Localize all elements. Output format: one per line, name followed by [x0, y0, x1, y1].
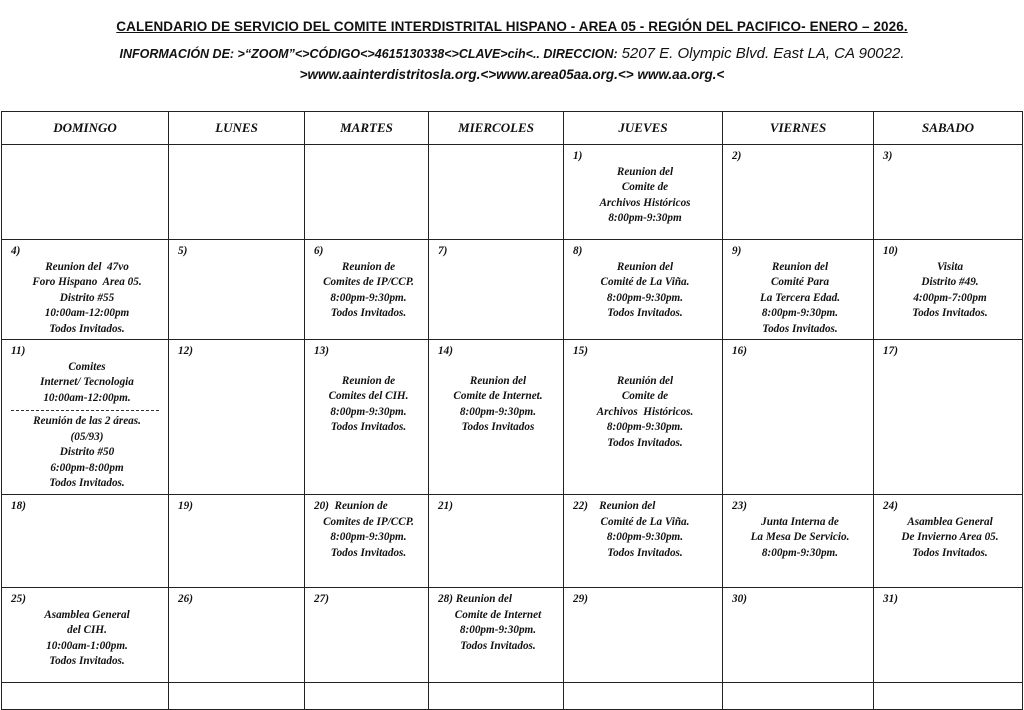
day-number: 16): [732, 345, 747, 357]
event-line: Comite de: [621, 181, 669, 193]
day-number: 27): [314, 593, 329, 605]
event-line: 4:00pm-7:00pm: [913, 291, 987, 304]
event-line: Comité de La Viña.: [600, 276, 690, 288]
event-line: Distrito #50: [59, 446, 115, 458]
day-cell-14: [429, 340, 564, 495]
event-line: 8:00pm-9:30pm.: [330, 531, 407, 543]
event-line: 8:00pm-9:30pm.: [606, 531, 684, 543]
day-cell-4: [2, 240, 169, 340]
event-line: Distrito #55: [59, 291, 115, 304]
event-line: (05/93): [70, 430, 104, 443]
day-number: 29): [573, 593, 588, 605]
day-number: 13): [314, 345, 329, 357]
week-row: [2, 683, 1023, 710]
event-line: Todos Invitados.: [607, 436, 683, 449]
event-line: Comite de: [621, 390, 669, 402]
empty-cell: [2, 145, 169, 240]
empty-cell: [429, 683, 564, 710]
day-cell-15: [564, 340, 723, 495]
address: 5207 E. Olympic Blvd. East LA, CA 90022.: [621, 45, 905, 62]
event-line: Todos Invitados.: [762, 322, 838, 335]
day-cell-7: [429, 240, 564, 340]
day-cell-27: [305, 588, 429, 683]
day-cell-31: [874, 588, 1023, 683]
event-line: 8:00pm-9:30pm.: [761, 546, 839, 559]
day-number: 19): [178, 500, 193, 512]
day-number: 20) Reunion de: [314, 500, 388, 512]
day-number: 9): [732, 245, 742, 257]
empty-cell: [874, 683, 1023, 710]
day-number: 10): [883, 245, 898, 257]
event-line: Reunion del: [469, 374, 527, 387]
meeting-info: [0, 45, 1024, 62]
empty-cell: [305, 145, 429, 240]
event-line: Todos Invitados.: [49, 477, 125, 489]
event-line: Todos Invitados.: [330, 307, 407, 319]
week-row: [2, 145, 1023, 240]
event-line: 8:00pm-9:30pm.: [330, 291, 407, 304]
day-number: 25): [11, 593, 26, 605]
week-row: [2, 240, 1023, 340]
event-line: Todos Invitados.: [912, 307, 988, 319]
event-line: Comites: [68, 360, 106, 373]
day-number: 14): [438, 345, 453, 357]
day-cell-12: [169, 340, 305, 495]
event-line: Comite de Internet.: [453, 390, 543, 402]
day-number: 5): [178, 245, 188, 257]
day-number: 24): [883, 500, 898, 512]
day-cell-22: [564, 495, 723, 588]
day-cell-30: [723, 588, 874, 683]
empty-cell: [723, 683, 874, 710]
weekday-header-row: [2, 112, 1023, 145]
day-cell-5: [169, 240, 305, 340]
day-cell-13: [305, 340, 429, 495]
day-cell-1: [564, 145, 723, 240]
day-cell-2: [723, 145, 874, 240]
day-number: 8): [573, 245, 583, 257]
event-line: 10:00am-12:00pm: [44, 307, 130, 319]
day-cell-23: [723, 495, 874, 588]
empty-cell: [169, 145, 305, 240]
day-number: 6): [314, 245, 324, 257]
event-line: Reunion del: [616, 260, 674, 273]
event-line: 8:00pm-9:30pm.: [459, 405, 537, 418]
empty-cell: [169, 683, 305, 710]
event-line: Asamblea General: [907, 515, 993, 528]
day-cell-19: [169, 495, 305, 588]
event-line: 8:00pm-9:30pm.: [459, 624, 537, 636]
day-number: 26): [178, 593, 193, 605]
event-line: Todos Invitados.: [330, 546, 407, 559]
weekday-header: DOMINGO: [2, 112, 169, 145]
day-number: 30): [732, 593, 747, 605]
day-cell-29: [564, 588, 723, 683]
day-number: 23): [732, 500, 747, 512]
event-line: Reunion del: [616, 165, 674, 178]
zoom-info: INFORMACIÓN DE: >“ZOOM”<>CÓDIGO<>4615130338<>CLAVE>cih<.. DIRECCION:: [119, 47, 618, 61]
event-line: 8:00pm-9:30pm.: [606, 291, 684, 304]
weekday-header: VIERNES: [723, 112, 874, 145]
event-line: 6:00pm-8:00pm: [50, 461, 124, 474]
event-line: Reunion de: [341, 374, 396, 387]
day-cell-25: [2, 588, 169, 683]
dashed-separator: [11, 410, 159, 411]
event-line: 8:00pm-9:30pm: [608, 212, 682, 224]
empty-cell: [564, 683, 723, 710]
day-cell-9: [723, 240, 874, 340]
event-line: Comites de IP/CCP.: [323, 276, 414, 288]
day-number: 11): [11, 345, 26, 357]
empty-cell: [429, 145, 564, 240]
event-line: Distrito #49.: [921, 276, 979, 288]
event-line: Comites de IP/CCP.: [323, 515, 414, 528]
day-cell-17: [874, 340, 1023, 495]
event-line: del CIH.: [67, 624, 107, 636]
event-line: Todos Invitados.: [330, 421, 407, 433]
calendar-title: CALENDARIO DE SERVICIO DEL COMITE INTERDISTRITAL HISPANO - AREA 05 - REGIÓN DEL PACIFICO- ENERO – 2026.: [116, 19, 908, 34]
day-cell-21: [429, 495, 564, 588]
weekday-header: MARTES: [305, 112, 429, 145]
week-row: [2, 588, 1023, 683]
event-line: Comité Para: [770, 276, 830, 288]
weekday-header: SABADO: [874, 112, 1023, 145]
event-line: Archivos Históricos: [599, 196, 691, 209]
event-line: Comites del CIH.: [328, 390, 409, 402]
weekday-header: LUNES: [169, 112, 305, 145]
day-number: 31): [883, 593, 898, 605]
event-line: 10:00am-12:00pm.: [43, 391, 131, 404]
event-line: 8:00pm-9:30pm.: [606, 421, 684, 433]
week-row: [2, 340, 1023, 495]
event-line: La Tercera Edad.: [759, 291, 841, 304]
day-number: 4): [11, 245, 21, 257]
weekday-header: MIERCOLES: [429, 112, 564, 145]
day-cell-26: [169, 588, 305, 683]
event-line: Todos Invitados.: [912, 546, 988, 559]
day-cell-10: [874, 240, 1023, 340]
day-number: 18): [11, 500, 26, 512]
event-line: Todos Invitados.: [607, 307, 683, 319]
event-line: Internet/ Tecnologia: [40, 376, 134, 388]
day-number: 21): [438, 500, 453, 512]
day-number: 3): [883, 150, 893, 162]
event-line: Reunión del: [616, 374, 674, 387]
event-line: Todos Invitados: [461, 421, 535, 433]
event-line: Todos Invitados.: [460, 639, 536, 652]
event-line: Reunión de las 2 áreas.: [33, 415, 141, 427]
event-line: Junta Interna de: [761, 515, 839, 528]
day-number: 7): [438, 245, 448, 257]
event-line: Foro Hispano Area 05.: [32, 276, 142, 288]
event-line: Reunion del 47vo: [45, 260, 129, 273]
event-line: Todos Invitados.: [607, 546, 683, 559]
day-number: 15): [573, 345, 588, 357]
day-cell-20: [305, 495, 429, 588]
event-line: Comité de La Viña.: [600, 515, 690, 528]
day-number: 12): [178, 345, 193, 357]
empty-cell: [2, 683, 169, 710]
event-line: Visita: [936, 260, 964, 273]
week-row: [2, 495, 1023, 588]
day-number: 17): [883, 345, 898, 357]
event-line: 10:00am-1:00pm.: [46, 639, 128, 652]
day-number: 2): [732, 150, 742, 162]
event-line: 8:00pm-9:30pm.: [330, 405, 407, 418]
day-number: 1): [573, 150, 583, 162]
day-cell-28: [429, 588, 564, 683]
event-line: De Invierno Area 05.: [901, 531, 999, 543]
day-cell-6: [305, 240, 429, 340]
event-line: Reunion del: [771, 260, 829, 273]
event-line: 8:00pm-9:30pm.: [761, 307, 839, 319]
day-cell-8: [564, 240, 723, 340]
event-line: Todos Invitados.: [49, 655, 125, 667]
calendar-table: [1, 111, 1023, 710]
day-number: 28) Reunion del: [438, 593, 512, 605]
event-line: Archivos Históricos.: [596, 405, 694, 418]
day-cell-3: [874, 145, 1023, 240]
websites: >www.aainterdistritosla.org.<>www.area05aa.org.<> www.aa.org.<: [299, 67, 725, 82]
event-line: Comite de Internet: [454, 608, 542, 621]
day-number: 22) Reunion del: [573, 500, 656, 512]
day-cell-16: [723, 340, 874, 495]
weekday-header: JUEVES: [564, 112, 723, 145]
day-cell-24: [874, 495, 1023, 588]
day-cell-11: [2, 340, 169, 495]
empty-cell: [305, 683, 429, 710]
day-cell-18: [2, 495, 169, 588]
event-line: Todos Invitados.: [49, 322, 125, 335]
event-line: La Mesa De Servicio.: [750, 531, 850, 543]
event-line: Reunion de: [341, 260, 396, 273]
event-line: Asamblea General: [44, 608, 130, 621]
